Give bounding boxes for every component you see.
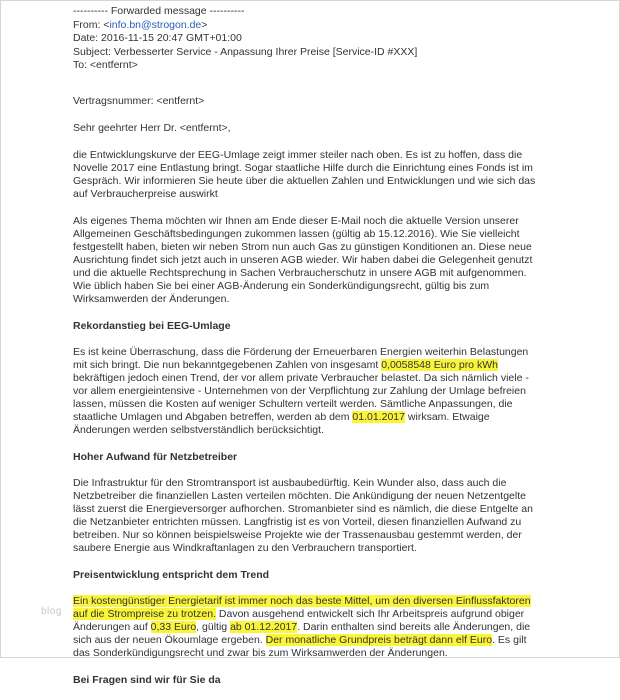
highlight-arbeitspreis: 0,33 Euro [150,621,197,633]
watermark: blog [41,606,62,617]
paragraph-netz: Die Infrastruktur für den Stromtransport ist ausbaubedürftig. Kein Wunder also, dass auch die Netzbetreiber die finanziellen Lasten verteilen möchten. Die Ankündigung der neuen Netzentgelte lässt zuerst die Energieversorger aufhorchen. Stromanbieter sind es nämlich, die diese Entgelte an die Netzanbieter entrichten müssen. Langfristig ist es von Vorteil, diesen finanziellen Aufwand zu betreiben. Nur so können beispielsweise Projekte wie der Trassenausbau gestemmt werden, der saubere Energie aus Windkraftanlagen zu den Verbrauchern transportiert. [73,477,533,554]
from-label: From: < [73,18,110,31]
heading-netz: Hoher Aufwand für Netzbetreiber [73,451,238,463]
text-run: wirksam. Etwaige Änderungen werden selbstverständlich berücksichtigt. [73,411,490,436]
heading-eeg: Rekordanstieg bei EEG-Umlage [73,320,231,332]
forwarded-line: ---------- Forwarded message ---------- [73,5,245,17]
text-run: Es ist keine Überraschung, dass die Förderung der Erneuerbaren Energien weiterhin Belastungen mit sich bringt. Die nun bekanntgegebenen Zahlen von insgesamt [73,346,529,371]
text-run: . Darin enthalten sind bereits alle Änderungen, die sich aus der neuen Ökoumlage ergeben. [73,621,531,646]
highlight-valid-date: ab 01.12.2017 [230,621,298,633]
highlight-eeg-price: 0,0058548 Euro pro kWh [381,359,498,371]
paragraph-preis [73,595,539,660]
sender-email-link[interactable]: info.bn@strogon.de [109,18,202,31]
text-run: bekräftigen jedoch einen Trend, der vor allem private Verbraucher belastet. Da sich nämlich viele - vor allem energieintensive - Unternehmen von der Verpflichtung zur Zahlung der Umlage befreien lassen, müssen die Kosten auf weniger Schultern verteilt werden. Sämtliche Anpassungen, die staatliche Umlagen und Abgaben betreffen, werden ab dem [73,372,529,423]
highlight-tarif: Ein kostengünstiger Energietarif ist immer noch das beste Mittel, um den diversen Einflussfaktoren auf die Strompreise zu trotzen. [73,595,531,620]
heading-preis: Preisentwicklung entspricht dem Trend [73,569,270,581]
text-run: Davon ausgehend entwickelt sich Ihr Arbeitspreis aufgrund obiger Änderungen auf [73,608,525,633]
highlight-grundpreis: Der monatliche Grundpreis beträgt dann elf Euro [265,634,493,646]
contract-number: Vertragsnummer: <entfernt> [73,95,205,107]
text-run: , gültig [196,621,231,633]
highlight-date: 01.01.2017 [352,411,405,423]
paragraph-agb: Als eigenes Thema möchten wir Ihnen am Ende dieser E-Mail noch die aktuelle Version unserer Allgemeinen Geschäftsbedingungen zukommen lassen (gültig ab 15.12.2016). Wie Sie vielleicht festgestellt haben, bieten wir neben Strom nun auch Gas zu günstigen Konditionen an. Diese neue Ausrichtung findet sich jetzt auch in unseren AGB wieder. Wir haben dabei die Gelegenheit genutzt und die aktuelle Rechtsprechung in Sachen Verbraucherschutz in unsere AGB mit aufgenommen. Wie üblich haben Sie bei einer AGB-Änderung ein Sonderkündigungsrecht, gültig bis zum Wirksamwerden der Änderungen. [73,215,533,305]
date-line: Date: 2016-11-15 20:47 GMT+01:00 [73,32,242,44]
paragraph-intro: die Entwicklungskurve der EEG-Umlage zeigt immer steiler nach oben. Es ist zu hoffen, dass die Novelle 2017 eine Entlastung bringt. Sogar staatliche Hilfe durch die Einrichtung eines Fonds ist im Gespräch. Wir informieren Sie heute über die aktuellen Zahlen und Entwicklungen und wie sich das auf Verbraucherpreise auswirkt [73,149,536,200]
paragraph-eeg [73,346,539,437]
heading-fragen: Bei Fragen sind wir für Sie da [73,674,221,686]
email-body [73,95,539,700]
from-line [73,19,417,33]
salutation: Sehr geehrter Herr Dr. <entfernt>, [73,122,231,134]
to-line: To: <entfernt> [73,59,138,71]
text-run: . Es gilt das Sonderkündigungsrecht und zwar bis zum Wirksamwerden der Änderungen. [73,634,527,659]
email-header [73,5,417,73]
subject-line: Subject: Verbesserter Service - Anpassung Ihrer Preise [Service-ID #XXX] [73,45,418,58]
from-close: > [201,18,208,31]
